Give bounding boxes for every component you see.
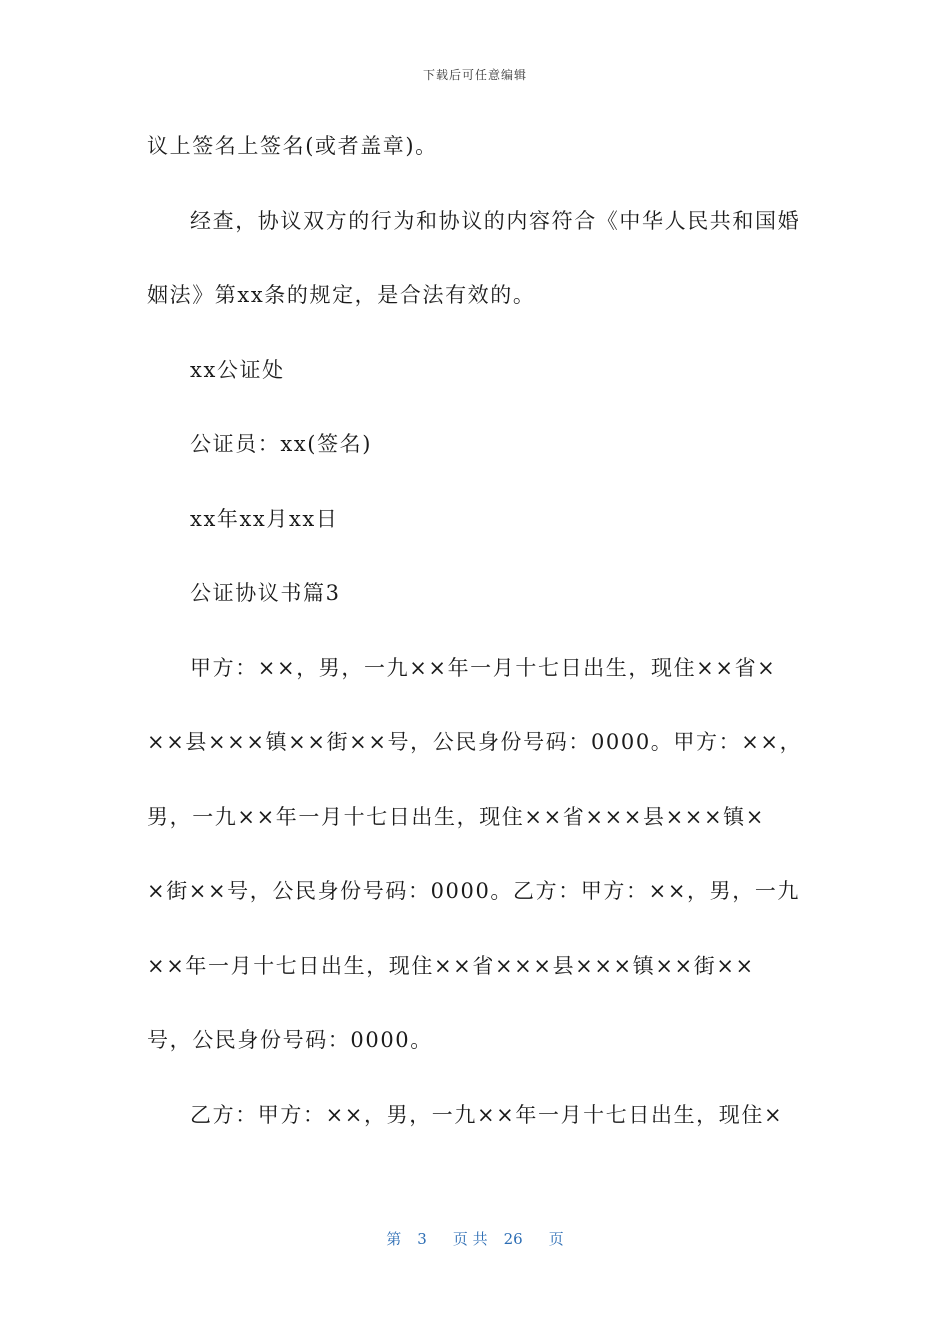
footer-label-page: 第 [386, 1230, 402, 1248]
text-line: 姻法》第xx条的规定，是合法有效的。 [147, 283, 536, 307]
text-line: ××年一月十七日出生，现住××省×××县×××镇××街×× [147, 953, 755, 978]
footer-current-page: 3 [417, 1230, 427, 1248]
text-line: 甲方：××，男，一九××年一月十七日出生，现住××省× [190, 655, 777, 680]
page-footer [0, 1228, 950, 1249]
footer-total-pages: 26 [503, 1230, 523, 1248]
text-line: 号，公民身份号码：0000。 [147, 1028, 433, 1052]
text-line: 议上签名上签名(或者盖章)。 [147, 134, 438, 158]
footer-label-total: 页 共 [452, 1230, 488, 1248]
text-line: ××县×××镇××街××号，公民身份号码：0000。甲方：××， [147, 730, 803, 754]
text-line: 经查，协议双方的行为和协议的内容符合《中华人民共和国婚 [190, 208, 801, 233]
text-line: xx公证处 [190, 357, 285, 382]
text-line: xx年xx月xx日 [190, 506, 339, 531]
page-header-note: 下载后可任意编辑 [422, 68, 527, 82]
section-title: 公证协议书篇3 [190, 581, 341, 605]
text-line: ×街××号，公民身份号码：0000。乙方：甲方：××，男，一九 [147, 879, 801, 903]
footer-label-end: 页 [548, 1230, 564, 1248]
text-line: 公证员：xx(签名) [190, 432, 373, 456]
text-line: 男，一九××年一月十七日出生，现住××省×××县×××镇× [147, 804, 765, 829]
text-line: 乙方：甲方：××，男，一九××年一月十七日出生，现住× [190, 1102, 784, 1127]
document-body [147, 122, 807, 1165]
